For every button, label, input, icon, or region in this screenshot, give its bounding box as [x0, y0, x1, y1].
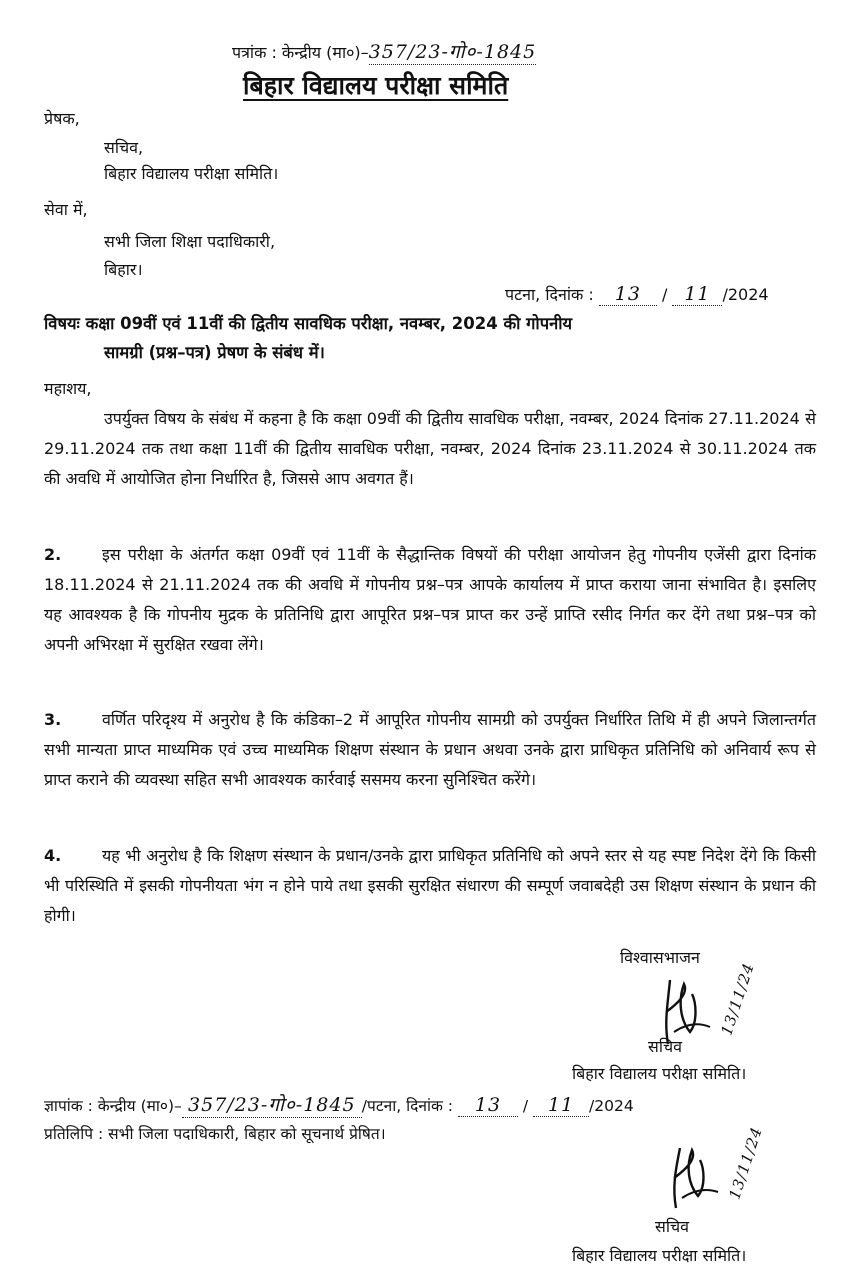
sender-designation: सचिव, [104, 138, 144, 157]
paragraph-4 [44, 841, 816, 931]
date-month: 11 [672, 283, 722, 306]
signature-2-scribble [650, 1140, 800, 1215]
paragraph-3-number: 3. [44, 710, 62, 729]
memo-date-label: /पटना, दिनांक : [361, 1097, 454, 1115]
salutation: महाशय, [44, 379, 92, 398]
copy-line: प्रतिलिपि : सभी जिला पदाधिकारी, बिहार को सूचनार्थ प्रेषित। [44, 1125, 386, 1143]
subject-label: विषयः [44, 314, 80, 333]
closing-yours: विश्वासभाजन [620, 948, 700, 967]
reference-label: पत्रांक : केन्द्रीय (मा०)– [232, 43, 369, 62]
organization-title: बिहार विद्यालय परीक्षा समिति [243, 71, 509, 100]
signature-1-date: 13/11/24 [717, 960, 758, 1038]
recipient-place: बिहार। [104, 260, 143, 279]
paragraph-1-text: उपर्युक्त विषय के संबंध में कहना है कि कक्षा 09वीं की द्वितीय सावधिक परीक्षा, नवम्बर, 2024 दिनांक 27.11.2024 से 29.11.2024 तक तथा कक्षा 11वीं की द्वितीय सावधिक परीक्षा, नवम्बर, 2024 दिनांक 23.11.2024 से 30.11.2024 तक की अवधि में आयोजित होना निर्धारित है, जिससे आप अवगत हैं। [44, 409, 816, 488]
paragraph-2-number: 2. [44, 545, 62, 564]
closing-designation: सचिव [648, 1037, 683, 1056]
closing-organization: बिहार विद्यालय परीक्षा समिति। [572, 1064, 747, 1083]
paragraph-4-text: यह भी अनुरोध है कि शिक्षण संस्थान के प्रधान/उनके द्वारा प्राधिकृत प्रतिनिधि को अपने स्तर से यह स्पष्ट निदेश देंगे कि किसी भी परिस्थिति में इसकी गोपनीयता भंग न होने पाये तथा इसकी सुरक्षित संधारण की सम्पूर्ण जवाबदेही उस शिक्षण संस्थान के प्रधान की होगी। [44, 846, 816, 925]
date-day: 13 [599, 283, 657, 306]
memo-date-day: 13 [458, 1094, 518, 1117]
sender-organization: बिहार विद्यालय परीक्षा समिति। [104, 164, 279, 183]
paragraph-4-number: 4. [44, 846, 62, 865]
recipient-label: सेवा में, [44, 200, 88, 219]
paragraph-2 [44, 540, 816, 660]
memo-date-year: /2024 [589, 1097, 634, 1115]
subject-line-2: सामग्री (प्रश्न–पत्र) प्रेषण के संबंध में। [104, 343, 325, 362]
signature-2 [650, 1124, 800, 1215]
closing2-designation: सचिव [655, 1217, 690, 1236]
memo-line: ज्ञापांक : केन्द्रीय (मा०)– 357/23-गो०-1845 /पटना, दिनांक : 13 / 11 /2024 [44, 1091, 634, 1118]
paragraph-3 [44, 705, 816, 795]
sender-label: प्रेषक, [44, 109, 80, 128]
memo-label: ज्ञापांक : केन्द्रीय (मा०)– [44, 1097, 182, 1115]
memo-date-month: 11 [533, 1094, 589, 1117]
subject-text-1: कक्षा 09वीं एवं 11वीं की द्वितीय सावधिक परीक्षा, नवम्बर, 2024 की गोपनीय [85, 314, 573, 333]
date-year: /2024 [722, 285, 769, 304]
paragraph-2-text: इस परीक्षा के अंतर्गत कक्षा 09वीं एवं 11वीं के सैद्धान्तिक विषयों की परीक्षा आयोजन हेतु गोपनीय एजेंसी द्वारा दिनांक 18.11.2024 से 21.11.2024 तक की अवधि में गोपनीय प्रश्न–पत्र आपके कार्यालय में प्राप्त कराया जाना संभावित है। इसलिए यह आवश्यक है कि गोपनीय मुद्रक के प्रतिनिधि द्वारा आपूरित प्रश्न–पत्र प्राप्त कर उन्हें प्राप्ति रसीद निर्गत कर देंगे तथा प्रश्न–पत्र को अपनी अभिरक्षा में सुरक्षित रखवा लेंगे। [44, 545, 816, 654]
reference-number: 357/23-गो०-1845 [369, 38, 537, 65]
recipient-designation: सभी जिला शिक्षा पदाधिकारी, [104, 232, 276, 251]
paragraph-3-text: वर्णित परिदृश्य में अनुरोध है कि कंडिका–2 में आपूरित गोपनीय सामग्री को उपर्युक्त निर्धारित तिथि में ही अपने जिलान्तर्गत सभी मान्यता प्राप्त माध्यमिक एवं उच्च माध्यमिक शिक्षण संस्थान के प्रधान अथवा उनके द्वारा प्राधिकृत प्रतिनिधि को अनिवार्य रूप से प्राप्त कराने की व्यवस्था सहित सभी आवश्यक कार्रवाई ससमय करना सुनिश्चित करेंगे। [44, 710, 816, 789]
date-line: पटना, दिनांक : 13 / 11 /2024 [505, 283, 769, 305]
signature-2-date: 13/11/24 [725, 1124, 766, 1202]
closing2-organization: बिहार विद्यालय परीक्षा समिति। [572, 1246, 747, 1265]
subject-line-1 [44, 311, 572, 334]
date-label: पटना, दिनांक : [505, 285, 594, 304]
reference-line [232, 38, 536, 65]
paragraph-1 [44, 404, 816, 494]
memo-reference-number: 357/23-गो०-1845 [182, 1091, 362, 1118]
